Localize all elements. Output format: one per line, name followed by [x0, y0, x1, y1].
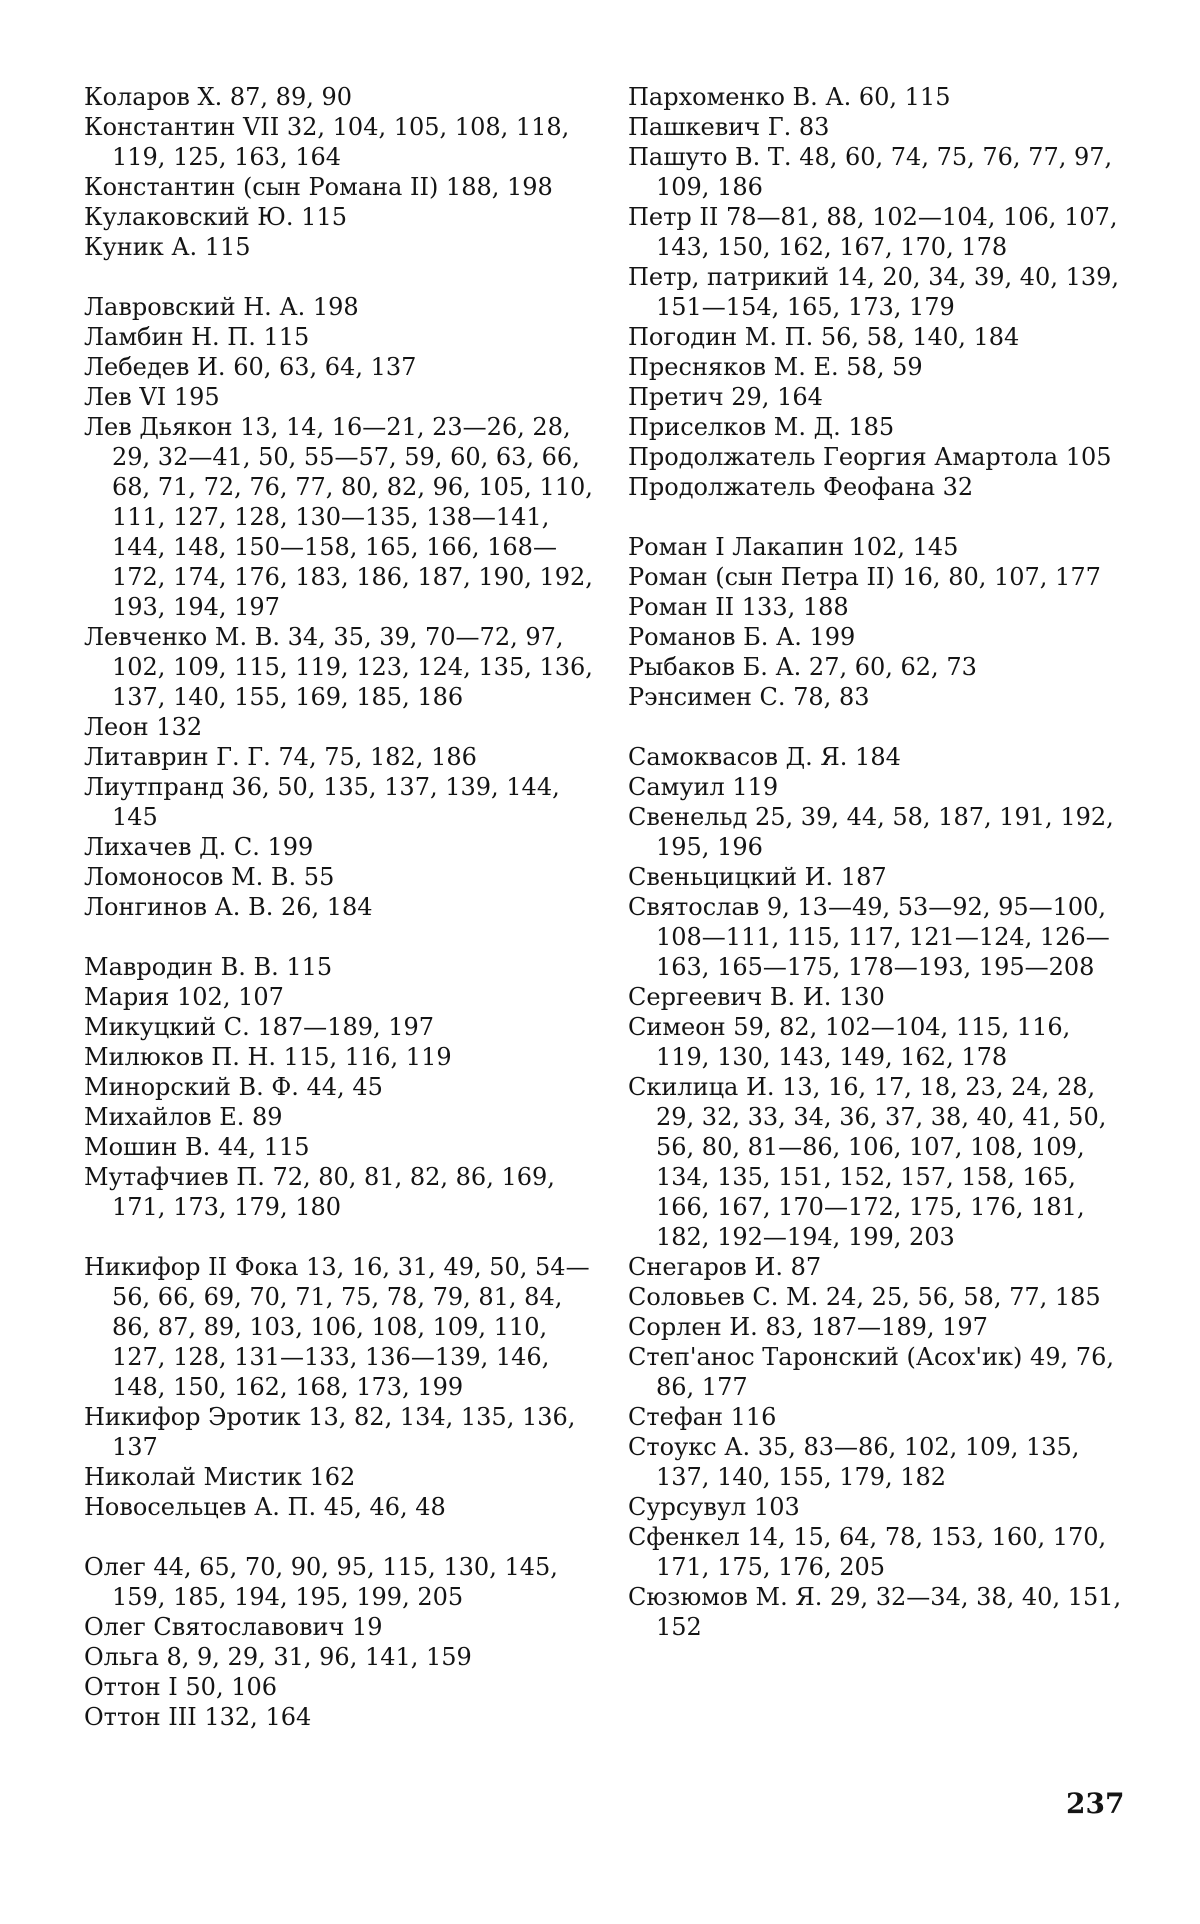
index-entry: Пашкевич Г. 83 [628, 113, 830, 141]
index-entry: Сурсувул 103 [628, 1493, 800, 1521]
index-entry: Петр II 78—81, 88, 102—104, 106, 107, 143, 150, 162, 167, 170, 178 [628, 203, 1118, 261]
index-entry: Коларов Х. 87, 89, 90 [84, 83, 353, 111]
index-entry: Мутафчиев П. 72, 80, 81, 82, 86, 169, 171, 173, 179, 180 [84, 1163, 555, 1221]
index-entry: Милюков П. Н. 115, 116, 119 [84, 1043, 452, 1071]
section-gap [84, 1522, 594, 1552]
index-entry: Олег 44, 65, 70, 90, 95, 115, 130, 145, 159, 185, 194, 195, 199, 205 [84, 1553, 558, 1611]
index-entry: Минорский В. Ф. 44, 45 [84, 1073, 383, 1101]
index-entry: Лебедев И. 60, 63, 64, 137 [84, 353, 417, 381]
index-column-left [84, 82, 594, 1732]
section-gap [84, 262, 594, 292]
index-entry: Куник А. 115 [84, 233, 251, 261]
index-entry: Рэнсимен С. 78, 83 [628, 683, 870, 711]
index-entry: Лихачев Д. С. 199 [84, 833, 314, 861]
index-entry: Оттон I 50, 106 [84, 1673, 278, 1701]
index-entry: Сергеевич В. И. 130 [628, 983, 885, 1011]
index-entry: Самоквасов Д. Я. 184 [628, 743, 901, 771]
index-entry: Роман II 133, 188 [628, 593, 849, 621]
index-entry: Пархоменко В. А. 60, 115 [628, 83, 951, 111]
section-gap [84, 922, 594, 952]
index-entry: Новосельцев А. П. 45, 46, 48 [84, 1493, 446, 1521]
index-entry: Ольга 8, 9, 29, 31, 96, 141, 159 [84, 1643, 472, 1671]
index-entry: Симеон 59, 82, 102—104, 115, 116, 119, 130, 143, 149, 162, 178 [628, 1013, 1071, 1071]
index-entry: Погодин М. П. 56, 58, 140, 184 [628, 323, 1020, 351]
index-entry: Левченко М. В. 34, 35, 39, 70—72, 97, 102, 109, 115, 119, 123, 124, 135, 136, 137, 140, 155, 169, 185, 186 [84, 623, 593, 711]
index-entry: Мария 102, 107 [84, 983, 284, 1011]
index-entry: Леон 132 [84, 713, 203, 741]
section-gap [628, 502, 1128, 532]
index-entry: Сфенкел 14, 15, 64, 78, 153, 160, 170, 171, 175, 176, 205 [628, 1523, 1107, 1581]
index-entry: Никифор II Фока 13, 16, 31, 49, 50, 54—56, 66, 69, 70, 71, 75, 78, 79, 81, 84, 86, 87, 89, 103, 106, 108, 109, 110, 127, 128, 131—133, 136—139, 146, 148, 150, 162, 168, 173, 199 [84, 1253, 590, 1401]
index-entry: Ламбин Н. П. 115 [84, 323, 310, 351]
index-entry: Микуцкий С. 187—189, 197 [84, 1013, 435, 1041]
index-entry: Претич 29, 164 [628, 383, 823, 411]
index-entry: Стоукс А. 35, 83—86, 102, 109, 135, 137, 140, 155, 179, 182 [628, 1433, 1080, 1491]
index-entry: Ломоносов М. В. 55 [84, 863, 335, 891]
index-entry: Никифор Эротик 13, 82, 134, 135, 136, 137 [84, 1403, 576, 1461]
index-entry: Рыбаков Б. А. 27, 60, 62, 73 [628, 653, 977, 681]
index-entry: Лонгинов А. В. 26, 184 [84, 893, 373, 921]
index-entry: Мавродин В. В. 115 [84, 953, 333, 981]
index-entry: Сюзюмов М. Я. 29, 32—34, 38, 40, 151, 152 [628, 1583, 1122, 1641]
index-entry: Михайлов Е. 89 [84, 1103, 283, 1131]
index-column-right [628, 82, 1128, 1642]
index-entry: Свеньцицкий И. 187 [628, 863, 887, 891]
index-entry: Стефан 116 [628, 1403, 777, 1431]
index-entry: Лев Дьякон 13, 14, 16—21, 23—26, 28, 29, 32—41, 50, 55—57, 59, 60, 63, 66, 68, 71, 72, 76, 77, 80, 82, 96, 105, 110, 111, 127, 128, 130—135, 138—141, 144, 148, 150—158, 165, 166, 168—172, 174, 176, 183, 186, 187, 190, 192, 193, 194, 197 [84, 413, 593, 621]
index-entry: Продолжатель Георгия Амартола 105 [628, 443, 1112, 471]
index-entry: Свенельд 25, 39, 44, 58, 187, 191, 192, 195, 196 [628, 803, 1114, 861]
index-entry: Лавровский Н. А. 198 [84, 293, 359, 321]
index-entry: Лиутпранд 36, 50, 135, 137, 139, 144, 145 [84, 773, 560, 831]
index-entry: Литаврин Г. Г. 74, 75, 182, 186 [84, 743, 477, 771]
index-entry: Мошин В. 44, 115 [84, 1133, 310, 1161]
index-entry: Роман (сын Петра II) 16, 80, 107, 177 [628, 563, 1101, 591]
index-entry: Пашуто В. Т. 48, 60, 74, 75, 76, 77, 97, 109, 186 [628, 143, 1113, 201]
index-entry: Сорлен И. 83, 187—189, 197 [628, 1313, 988, 1341]
index-entry: Продолжатель Феофана 32 [628, 473, 974, 501]
index-entry: Кулаковский Ю. 115 [84, 203, 347, 231]
index-entry: Пресняков М. Е. 58, 59 [628, 353, 923, 381]
index-entry: Роман I Лакапин 102, 145 [628, 533, 959, 561]
index-entry: Соловьев С. М. 24, 25, 56, 58, 77, 185 [628, 1283, 1101, 1311]
section-gap [628, 712, 1128, 742]
index-entry: Константин (сын Романа II) 188, 198 [84, 173, 553, 201]
index-entry: Романов Б. А. 199 [628, 623, 856, 651]
index-entry: Константин VII 32, 104, 105, 108, 118, 119, 125, 163, 164 [84, 113, 570, 171]
index-entry: Скилица И. 13, 16, 17, 18, 23, 24, 28, 29, 32, 33, 34, 36, 37, 38, 40, 41, 50, 56, 80, 81—86, 106, 107, 108, 109, 134, 135, 151, 152, 157, 158, 165, 166, 167, 170—172, 175, 176, 181, 182, 192—194, 199, 203 [628, 1073, 1107, 1251]
index-entry: Петр, патрикий 14, 20, 34, 39, 40, 139, 151—154, 165, 173, 179 [628, 263, 1120, 321]
index-entry: Степ'анос Таронский (Асох'ик) 49, 76, 86, 177 [628, 1343, 1114, 1401]
index-entry: Олег Святославович 19 [84, 1613, 383, 1641]
index-entry: Снегаров И. 87 [628, 1253, 822, 1281]
index-entry: Самуил 119 [628, 773, 779, 801]
index-entry: Приселков М. Д. 185 [628, 413, 895, 441]
index-entry: Николай Мистик 162 [84, 1463, 356, 1491]
section-gap [84, 1222, 594, 1252]
index-entry: Лев VI 195 [84, 383, 220, 411]
index-entry: Оттон III 132, 164 [84, 1703, 312, 1731]
page-number: 237 [1066, 1787, 1125, 1820]
index-entry: Святослав 9, 13—49, 53—92, 95—100, 108—111, 115, 117, 121—124, 126—163, 165—175, 178—193, 195—208 [628, 893, 1110, 981]
